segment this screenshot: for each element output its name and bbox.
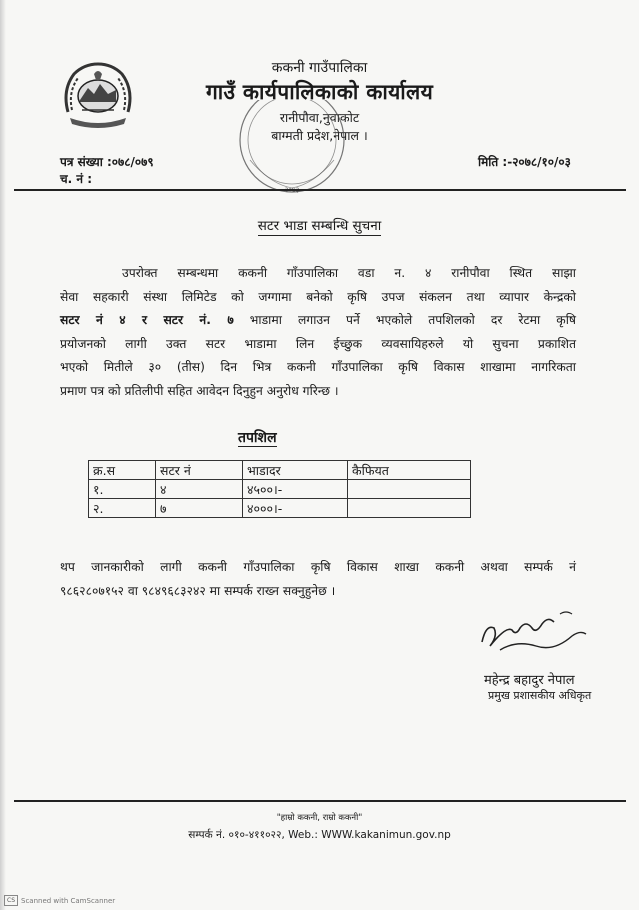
reference-number: पत्र संख्या :०७८/०७९ bbox=[60, 155, 154, 169]
table-cell bbox=[348, 499, 471, 518]
table-cell: ७ bbox=[156, 499, 243, 518]
table-cell: ४ bbox=[156, 480, 243, 499]
body-line-3-rest: भाडामा लगाउन पर्ने भएकोले तपशिलको दर रेटमा कृषि bbox=[249, 313, 576, 328]
table-header-row bbox=[89, 461, 471, 480]
footer-slogan: "हाम्रो ककनी, राम्रो ककनी" bbox=[276, 813, 363, 823]
address-line-1: रानीपौवा,नुवाकोट bbox=[279, 110, 360, 125]
signer-name: महेन्द्र बहादुर नेपाल bbox=[484, 673, 575, 688]
office-stamp bbox=[230, 100, 355, 195]
scanner-watermark bbox=[4, 895, 115, 906]
body-line-3 bbox=[60, 309, 576, 333]
camscanner-icon: CS bbox=[4, 895, 18, 906]
body-line-5: भएको मितीले ३० (तीस) दिन भित्र ककनी गाँउपालिका कृषि विकास शाखामा नागरिकता bbox=[60, 360, 576, 375]
body-line-6: प्रमाण पत्र को प्रतिलीपी सहित आवेदन दिनुहुन अनुरोध गरिन्छ । bbox=[60, 383, 339, 398]
table-cell bbox=[348, 480, 471, 499]
table-header-cell: क्र.स bbox=[89, 461, 156, 480]
header-divider bbox=[14, 189, 626, 191]
body-line-4: प्रयोजनको लागी उक्त सटर भाडामा लिन ईच्छुक व्यवसायिहरुले यो सुचना प्रकाशित bbox=[60, 336, 576, 351]
closing-paragraph bbox=[60, 556, 576, 603]
office-name: गाउँ कार्यपालिकाको कार्यालय bbox=[205, 80, 434, 104]
closing-line-1: थप जानकारीको लागी ककनी गाँउपालिका कृषि विकास शाखा ककनी अथवा सम्पर्क नं bbox=[60, 560, 576, 574]
table-cell: १. bbox=[89, 480, 156, 499]
subject-heading bbox=[0, 216, 639, 234]
table-cell: २. bbox=[89, 499, 156, 518]
table-cell: ४०००।- bbox=[243, 499, 348, 518]
body-line-1: उपरोक्त सम्बन्धमा ककनी गाँउपालिका वडा न. ४ रानीपौवा स्थित साझा bbox=[122, 266, 576, 280]
table-header-cell: भाडादर bbox=[243, 461, 348, 480]
table-row bbox=[89, 480, 471, 499]
body-line-2: सेवा सहकारी संस्था लिमिटेड को जग्गामा बनेको कृषि उपज संकलन तथा व्यापार केन्द्रको bbox=[60, 289, 576, 304]
closing-line-2: ९८६२८०७१५२ वा ९८४९६८३२४२ मा सम्पर्क राख्न सक्नुहुनेछ । bbox=[60, 583, 336, 598]
table-row bbox=[89, 499, 471, 518]
table-cell: ४५००।- bbox=[243, 480, 348, 499]
scanner-watermark-text: Scanned with CamScanner bbox=[21, 896, 116, 905]
municipality-name: ककनी गाउँपालिका bbox=[271, 60, 368, 76]
footer-divider bbox=[14, 800, 626, 802]
footer-contact: सम्पर्क नं. ०१०-४११०२२, Web.: WWW.kakanimun.gov.np bbox=[188, 829, 451, 841]
handwritten-signature bbox=[476, 606, 596, 656]
schedule-title-text: तपशिल bbox=[238, 430, 277, 446]
dispatch-number: च. नं : bbox=[60, 172, 92, 186]
shutter-numbers: सटर नं ४ र सटर नं. ७ bbox=[60, 313, 234, 328]
table-header-cell: कैफियत bbox=[348, 461, 471, 480]
schedule-table bbox=[88, 460, 471, 518]
letter-date: मिति :-२०७८/१०/०३ bbox=[478, 155, 571, 169]
subject-text: सटर भाडा सम्बन्धि सुचना bbox=[257, 218, 382, 234]
body-paragraph bbox=[60, 262, 576, 404]
address-line-2: बाग्मती प्रदेश,नेपाल । bbox=[271, 128, 368, 143]
schedule-title bbox=[238, 428, 277, 447]
table-header-cell: सटर नं bbox=[156, 461, 243, 480]
signer-title: प्रमुख प्रशासकीय अधिकृत bbox=[488, 689, 592, 702]
